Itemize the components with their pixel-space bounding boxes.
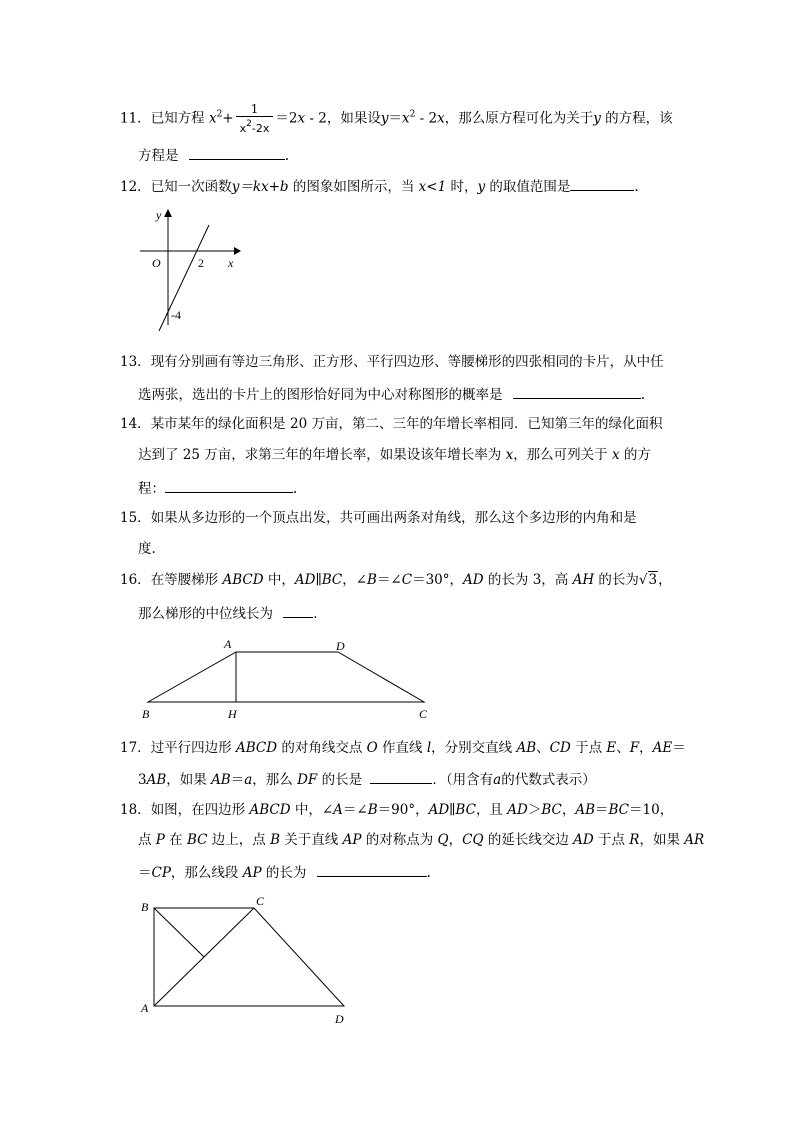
- q18-text: 的对称点为: [361, 832, 438, 848]
- var-x: x: [611, 447, 620, 463]
- q11-text: 方程是: [138, 148, 179, 164]
- parallel-symbol: ∥: [315, 572, 322, 588]
- origin-label: O: [152, 256, 161, 270]
- q14-text: 的方: [619, 447, 651, 463]
- question-18-line-3: [138, 861, 431, 883]
- q15-text: 度.: [138, 541, 156, 557]
- segment-ad: AD: [573, 832, 594, 848]
- var-x: x: [297, 110, 306, 127]
- q17-text: 的代数式表示）: [501, 772, 596, 788]
- q17-text: ，: [639, 740, 653, 756]
- den-x: x: [239, 122, 247, 135]
- question-11: [120, 102, 673, 136]
- segment-ad: AD: [428, 802, 450, 818]
- q16-text: ＝30°，: [412, 572, 464, 588]
- segment-ah: AH: [572, 572, 595, 588]
- q15-text: 如果从多边形的一个顶点出发，共可画出两条对角线，那么这个多边形的内角和是: [150, 510, 637, 526]
- var-a: a: [493, 772, 502, 788]
- point-p: P: [155, 832, 165, 848]
- shape-name: ABCD: [249, 802, 291, 818]
- segment-bc: BC: [541, 802, 562, 818]
- segment-ae: AE: [652, 740, 673, 756]
- q18-text: 点: [138, 832, 156, 848]
- var-y: y: [593, 110, 601, 127]
- point-o: O: [366, 740, 378, 756]
- q14-text: 某市某年的绿化面积是 20 万亩，第二、三年的年增长率相同．已知第三年的绿化面积: [150, 416, 663, 432]
- q17-text: ．（用含有: [432, 772, 494, 788]
- function-line: [159, 225, 209, 331]
- q11-text: ，那么原方程可化为关于: [444, 110, 594, 127]
- q17-text: 过平行四边形: [150, 740, 236, 756]
- linear-function-graph: [130, 205, 250, 335]
- question-number: 15．: [120, 510, 151, 526]
- point-q: Q: [437, 832, 449, 848]
- q16-text: ，: [658, 572, 672, 588]
- fraction-numerator: 1: [236, 102, 274, 117]
- q18-text: 在: [164, 832, 187, 848]
- q16-text: 中，: [263, 572, 295, 588]
- point-h-label: H: [228, 707, 237, 721]
- q16-text: 的长为 3，高: [483, 572, 573, 588]
- answer-blank[interactable]: [165, 477, 293, 493]
- q18-text: ＝∠: [342, 802, 368, 818]
- var-a: a: [244, 772, 253, 788]
- q18-text: 于点: [593, 832, 630, 848]
- q11-text: 的方程，该: [600, 110, 673, 127]
- equals: ＝: [230, 772, 245, 788]
- q11-text: 已知方程: [150, 110, 209, 127]
- segment-ap: AP: [242, 865, 262, 881]
- answer-blank[interactable]: [570, 175, 634, 191]
- equals: ＝: [388, 110, 402, 127]
- quadrilateral-abcd: [154, 908, 344, 1006]
- q18-text: ，: [448, 832, 463, 848]
- equals: ＝: [672, 740, 686, 756]
- question-11-line-2: [138, 144, 289, 166]
- vertex-d-label: D: [336, 639, 345, 653]
- question-12: [120, 175, 639, 197]
- var-x: x: [208, 110, 217, 127]
- q18-text: ，且: [475, 802, 508, 818]
- y-intercept-label: -4: [171, 308, 181, 322]
- q12-text: 已知一次函数: [150, 179, 232, 195]
- vertex-b-label: B: [142, 707, 150, 721]
- quadrilateral-figure: [138, 894, 358, 1034]
- period: .: [426, 865, 431, 881]
- equals: ＝: [595, 802, 609, 818]
- q17-text: ，分别交直线: [431, 740, 517, 756]
- q16-text: ＝∠: [376, 572, 402, 588]
- segment-ab: AB: [575, 802, 595, 818]
- q16-text: ，∠: [342, 572, 368, 588]
- equals: ＝2: [275, 110, 298, 127]
- y-axis-arrow-icon: [164, 209, 172, 217]
- square-root: √3: [638, 572, 658, 588]
- x-axis-label: x: [228, 256, 234, 270]
- q17-text: 、: [536, 740, 550, 756]
- angle-a: A: [333, 802, 343, 818]
- angle-b: B: [367, 802, 378, 818]
- answer-blank[interactable]: [189, 144, 285, 160]
- segment-bc: BC: [186, 832, 208, 848]
- var-x: x: [437, 110, 445, 127]
- q18-text: ，如果: [639, 832, 685, 848]
- fraction-denominator: [236, 117, 274, 136]
- question-18: [120, 800, 673, 820]
- question-18-line-2: [138, 830, 704, 850]
- point-f: F: [629, 740, 640, 756]
- question-17-line-2: [138, 768, 596, 790]
- question-16-line-2: [138, 602, 318, 624]
- segment-df: DF: [297, 772, 318, 788]
- q18-text: 边上，点: [207, 832, 271, 848]
- q13-text: 现有分别画有等边三角形、正方形、平行四边形、等腰梯形的四张相同的卡片，从中任: [150, 354, 664, 370]
- line-cd: CD: [549, 740, 571, 756]
- greater-than: ＞: [527, 802, 542, 818]
- vertex-d-label: D: [335, 1012, 344, 1026]
- q16-text: 的长为: [594, 572, 639, 588]
- parallel-symbol: ∥: [449, 802, 456, 818]
- trapezoid-figure: [138, 636, 438, 726]
- question-number: 14．: [120, 416, 151, 432]
- segment-ad: AD: [294, 572, 316, 588]
- question-13-line-2: [138, 383, 645, 405]
- period: .: [313, 606, 318, 622]
- question-number: 18．: [120, 802, 151, 818]
- x-axis-arrow-icon: [234, 247, 241, 255]
- condition: x<1: [418, 179, 447, 195]
- vertex-b-label: B: [141, 900, 149, 914]
- q18-text: ＝90°，: [377, 802, 429, 818]
- line-l: l: [426, 740, 432, 756]
- question-15-line-2: [138, 539, 156, 559]
- answer-blank[interactable]: [513, 383, 641, 399]
- segment-bq: [154, 908, 204, 957]
- point-e: E: [606, 740, 617, 756]
- q12-text: 的图象如图所示，当: [288, 179, 419, 195]
- y-axis-label: y: [156, 208, 162, 222]
- angle-b: B: [367, 572, 377, 588]
- q18-text: ，: [561, 802, 576, 818]
- answer-blank[interactable]: [370, 768, 432, 784]
- q16-text: 那么梯形的中位线长为: [138, 606, 273, 622]
- angle-c: C: [401, 572, 413, 588]
- period: .: [634, 179, 639, 195]
- den-rest: -2x: [251, 122, 270, 135]
- question-14-line-3: [138, 477, 297, 499]
- segment-ar: AR: [684, 832, 705, 848]
- plus-sign: +: [222, 110, 234, 127]
- exponent: 2: [409, 109, 416, 120]
- q18-text: ＝10，: [629, 802, 674, 818]
- q17-text: 3: [138, 772, 147, 788]
- trapezoid-abcd: [148, 652, 424, 702]
- var-y: y: [380, 110, 389, 127]
- q16-text: 在等腰梯形: [150, 572, 223, 588]
- vertex-a-label: A: [224, 637, 232, 651]
- segment-cq: CQ: [462, 832, 484, 848]
- q17-text: 于点: [570, 740, 607, 756]
- point-b: B: [270, 832, 281, 848]
- q18-text: 的延长线交边: [483, 832, 574, 848]
- q18-text: 的长为: [261, 865, 307, 881]
- q18-text: 中，∠: [290, 802, 334, 818]
- question-number: 12．: [120, 179, 151, 195]
- q13-text: 选两张，选出的卡片上的图形恰好同为中心对称图形的概率是: [138, 387, 503, 403]
- q12-text: 的取值范围是: [485, 179, 571, 195]
- q18-text: ，那么线段: [170, 865, 243, 881]
- shape-name: ABCD: [222, 572, 264, 588]
- q17-text: 作直线: [377, 740, 427, 756]
- vertex-c-label: C: [256, 894, 265, 908]
- q17-text: ，如果: [166, 772, 212, 788]
- var-y: y: [477, 179, 486, 195]
- question-number: 13．: [120, 354, 151, 370]
- segment-bc: BC: [321, 572, 343, 588]
- vertex-c-label: C: [419, 707, 428, 721]
- point-r: R: [629, 832, 640, 848]
- question-15: [120, 508, 637, 528]
- question-number: 11．: [120, 110, 151, 127]
- period: .: [640, 387, 646, 403]
- q18-text: 关于直线: [280, 832, 343, 848]
- radicand: 3: [648, 572, 658, 588]
- segment-ad: AD: [507, 802, 528, 818]
- q14-text: ，那么可列关于: [513, 447, 612, 463]
- q14-text: 程：: [138, 481, 165, 497]
- question-13: [120, 352, 664, 372]
- question-number: 16．: [120, 572, 151, 588]
- q17-text: 的对角线交点: [277, 740, 367, 756]
- q11-text: - 2: [415, 110, 438, 127]
- x-intercept-label: 2: [198, 256, 204, 270]
- segment-bc: BC: [455, 802, 476, 818]
- segment-bc: BC: [608, 802, 630, 818]
- segment-cp: CP: [151, 865, 171, 881]
- function-expression: y＝kx+b: [231, 179, 289, 195]
- q12-text: 时，: [446, 179, 478, 195]
- q17-text: ，那么: [252, 772, 298, 788]
- segment-ab: AB: [211, 772, 231, 788]
- exponent: 2: [216, 109, 223, 120]
- question-16: [120, 570, 672, 590]
- question-14-line-2: [138, 445, 651, 465]
- line-ap: AP: [342, 832, 362, 848]
- q14-text: 达到了 25 万亩，求第三年的年增长率，如果设该年增长率为: [138, 447, 506, 463]
- segment-ab: AB: [146, 772, 167, 788]
- fraction: [236, 102, 274, 136]
- vertex-a-label: A: [141, 1001, 149, 1015]
- q17-text: 的长是: [317, 772, 363, 788]
- answer-blank[interactable]: [317, 861, 427, 877]
- answer-blank[interactable]: [283, 602, 313, 618]
- q11-text: - 2，如果设: [305, 110, 381, 127]
- question-14: [120, 414, 662, 434]
- var-x: x: [505, 447, 514, 463]
- q18-text: 如图，在四边形: [150, 802, 250, 818]
- equals: ＝: [138, 865, 152, 881]
- question-17: [120, 738, 686, 758]
- q17-text: 、: [616, 740, 630, 756]
- period: .: [293, 481, 298, 497]
- period: .: [284, 148, 290, 164]
- question-number: 17．: [120, 740, 151, 756]
- var-x: x: [401, 110, 410, 127]
- segment-ad: AD: [463, 572, 484, 588]
- line-ab: AB: [516, 740, 537, 756]
- den-exponent: 2: [246, 119, 252, 129]
- shape-name: ABCD: [235, 740, 278, 756]
